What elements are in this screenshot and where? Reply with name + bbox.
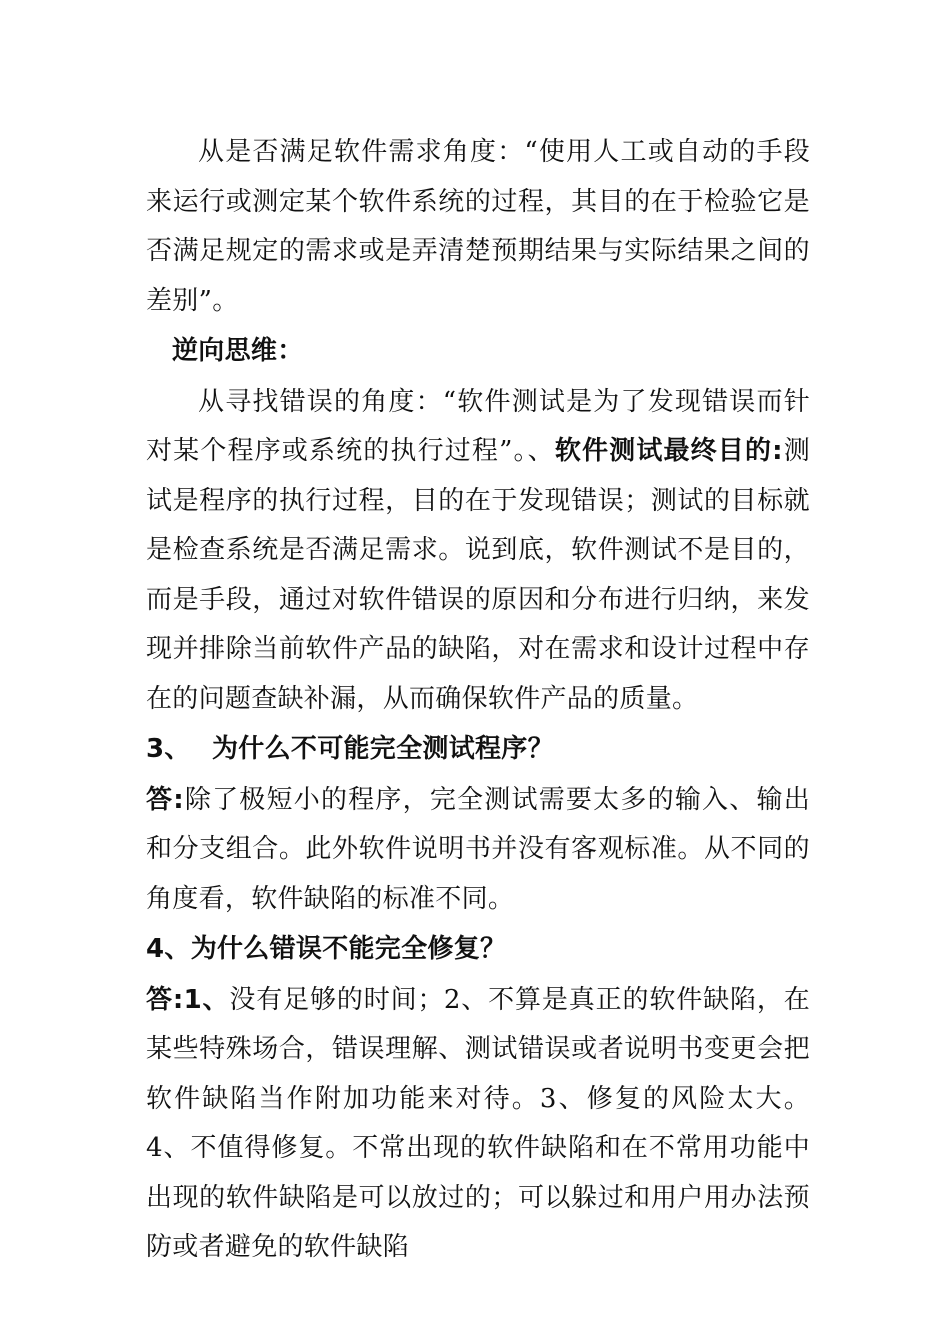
question-3-number: 3、 — [146, 734, 191, 764]
question-3-title: 为什么不可能完全测试程序？ — [212, 734, 554, 764]
final-purpose-text: 测试是程序的执行过程，目的在于发现错误；测试的目标就是检查系统是否满足需求。说到底，软件测试不是目的，而是手段，通过对软件错误的原因和分布进行归纳，来发现并排除当前软件产品的缺陷，对在需求和设计过程中存在的问题查缺补漏，从而确保软件产品的质量。 — [146, 436, 810, 714]
final-purpose-label: 软件测试最终目的: — [554, 436, 783, 466]
question-4-heading: 4、为什么错误不能完全修复？ — [146, 934, 507, 964]
answer-4 — [146, 976, 810, 1273]
answer-4-text: 没有足够的时间；2、不算是真正的软件缺陷，在某些特殊场合，错误理解、测试错误或者说明书变更会把软件缺陷当作附加功能来对待。3、修复的风险太大。4、不值得修复。不常出现的软件缺陷和在不常用功能中出现的软件缺陷是可以放过的；可以躲过和用户用办法预防或者避免的软件缺陷 — [146, 984, 810, 1262]
paragraph-error-view — [146, 378, 810, 725]
paragraph-requirement-view: 从是否满足软件需求角度：“使用人工或自动的手段来运行或测定某个软件系统的过程，其目的在于检验它是否满足规定的需求或是弄清楚预期结果与实际结果之间的差别”。 — [146, 137, 810, 316]
answer-4-label: 答: — [146, 984, 184, 1015]
answer-3-text: 除了极短小的程序，完全测试需要太多的输入、输出和分支组合。此外软件说明书并没有客观标准。从不同的角度看，软件缺陷的标准不同。 — [146, 784, 810, 914]
reverse-thinking-heading: 逆向思维： — [172, 336, 304, 366]
document-page — [146, 128, 810, 1274]
answer-3 — [146, 776, 810, 925]
question-3-heading — [146, 725, 810, 775]
answer-3-label: 答: — [146, 784, 184, 815]
answer-4-first-number: 1、 — [183, 984, 230, 1015]
error-view-lead: 从寻找错误的角度：“软件测试是为了发现错误而针对某个程序或系统的执行过程”。、 — [146, 386, 810, 466]
